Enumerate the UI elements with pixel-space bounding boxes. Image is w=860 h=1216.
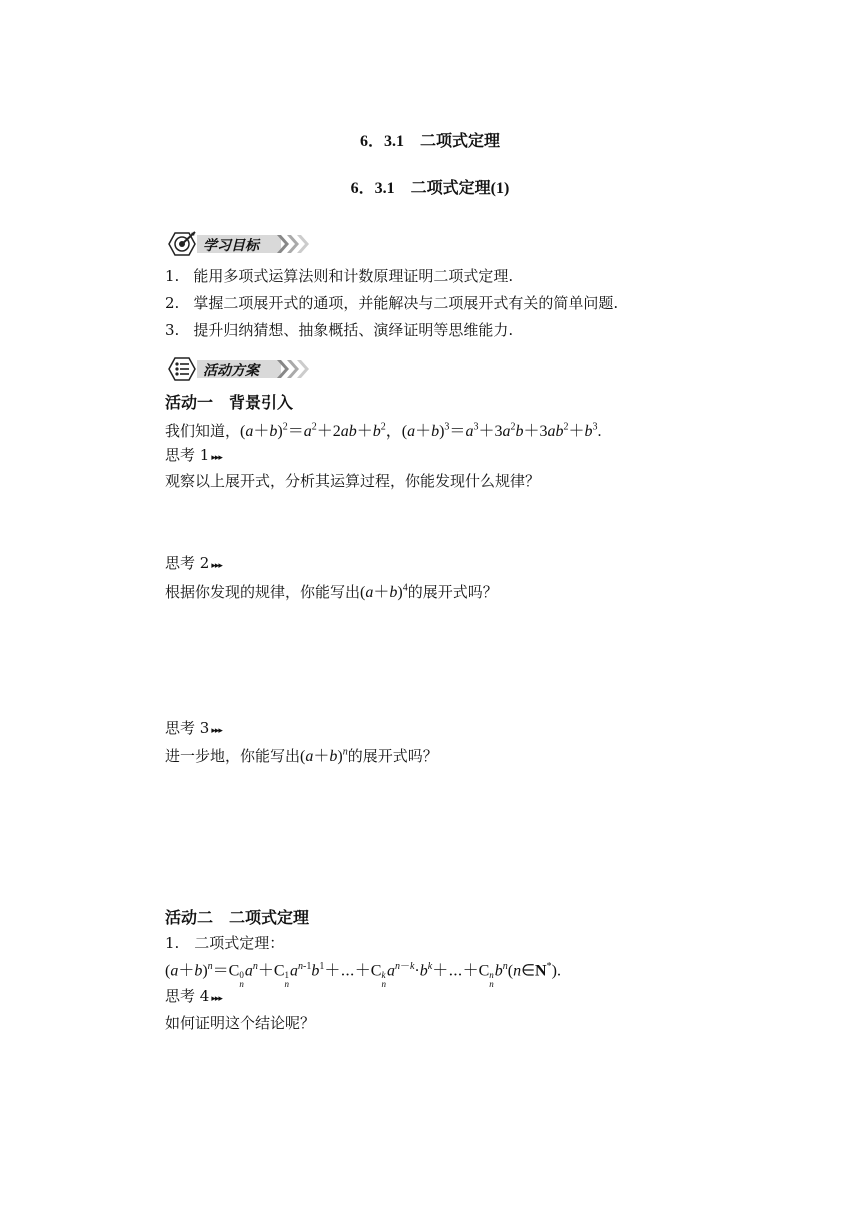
activity-plan-banner xyxy=(165,355,320,383)
binomial-theorem-formula: $(a+b)^n=C$ 0 n $a^n+C$ 1 n $a^{n-1}b^1+\cdots+C$ k n $a^{n-k}\cdot b^k+\cdots+C$ n n $b^n(n\in N^*)$. xyxy=(165,961,561,990)
triple-arrow-icon: ▸▸▸ xyxy=(211,453,222,463)
activity1-heading: 活动一 背景引入 xyxy=(165,393,294,412)
formula-square: $(a+b)^2=a^2+2ab+b^2$，$(a+b)^3=a^3+3a^2b+3ab^2+b^3$. xyxy=(240,421,602,440)
think-2-label: 思考 2 ▸▸▸ xyxy=(165,554,222,572)
activity-plan-label: 活动方案 xyxy=(203,363,259,379)
triple-arrow-icon: ▸▸▸ xyxy=(211,561,222,571)
formula-nth-power: $(a+b)^n$ xyxy=(300,746,348,765)
think-3-label: 思考 3 ▸▸▸ xyxy=(165,719,222,737)
page-subtitle: 6．3.1 二项式定理(1) xyxy=(350,180,510,197)
goal-item-1: 1. 能用多项式运算法则和计数原理证明二项式定理. xyxy=(165,267,514,285)
think-1-label: 思考 1 ▸▸▸ xyxy=(165,446,222,464)
goal-item-2: 2. 掌握二项展开式的通项，并能解决与二项展开式有关的简单问题. xyxy=(165,294,619,312)
binomial-theorem-label: 1. 二项式定理： xyxy=(165,934,285,952)
activity2-heading: 活动二 二项式定理 xyxy=(165,908,310,927)
think-1-question: 观察以上展开式，分析其运算过程，你能发现什么规律？ xyxy=(165,472,541,490)
think-3-question: 进一步地，你能写出$(a+b)^n$的展开式吗？ xyxy=(165,746,438,765)
triple-arrow-icon: ▸▸▸ xyxy=(211,994,222,1004)
learning-goals-label: 学习目标 xyxy=(203,238,259,254)
think-4-label: 思考 4 ▸▸▸ xyxy=(165,987,222,1005)
activity1-intro-line: 我们知道，$(a+b)^2=a^2+2ab+b^2$，$(a+b)^3=a^3+3a^2b+3ab^2+b^3$. xyxy=(165,421,602,440)
formula-fourth-power: $(a+b)^4$ xyxy=(360,582,408,601)
page-title: 6．3.1 二项式定理 xyxy=(359,133,500,150)
think-2-question: 根据你发现的规律，你能写出$(a+b)^4$的展开式吗？ xyxy=(165,582,498,601)
think-4-question: 如何证明这个结论呢？ xyxy=(165,1014,316,1032)
triple-arrow-icon: ▸▸▸ xyxy=(211,726,222,736)
learning-goals-banner xyxy=(165,230,320,258)
goal-item-3: 3. 提升归纳猜想、抽象概括、演绎证明等思维能力. xyxy=(165,321,514,339)
